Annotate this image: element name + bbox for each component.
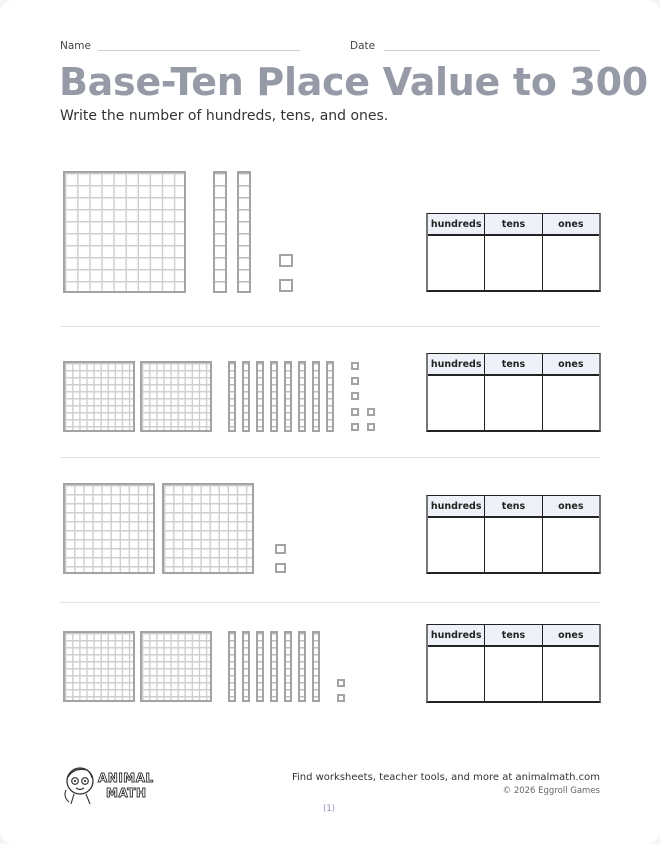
ten-rod — [256, 361, 264, 432]
name-field[interactable] — [98, 50, 300, 51]
answer-hundreds[interactable] — [428, 236, 485, 290]
hundred-flat — [140, 361, 212, 432]
header-hundreds: hundreds — [428, 625, 485, 645]
header-hundreds: hundreds — [428, 496, 485, 516]
divider — [60, 326, 600, 327]
answer-tens[interactable] — [485, 376, 542, 430]
footer-copyright: © 2026 Eggroll Games — [502, 786, 600, 796]
header-tens: tens — [485, 214, 542, 234]
instructions: Write the number of hundreds, tens, and ones. — [60, 108, 389, 124]
svg-text:MATH: MATH — [106, 786, 147, 800]
answer-ones[interactable] — [543, 518, 599, 572]
one-cube — [275, 563, 286, 573]
one-cube — [351, 392, 359, 400]
one-cube — [279, 279, 293, 292]
header-hundreds: hundreds — [428, 354, 485, 374]
ten-rod — [270, 361, 278, 432]
place-value-table-1 — [426, 213, 601, 292]
ten-rod — [312, 631, 320, 702]
answer-ones[interactable] — [543, 236, 599, 290]
ten-rod — [284, 631, 292, 702]
animal-math-logo — [60, 762, 170, 807]
date-label: Date — [350, 40, 376, 52]
page-title: Base-Ten Place Value to 300 — [59, 60, 648, 104]
one-cube — [351, 408, 359, 416]
hundred-flat — [63, 631, 135, 702]
hundred-flat — [140, 631, 212, 702]
answer-hundreds[interactable] — [428, 376, 485, 430]
date-field[interactable] — [384, 50, 600, 51]
header-tens: tens — [485, 625, 542, 645]
ten-rod — [270, 631, 278, 702]
header-tens: tens — [485, 496, 542, 516]
ten-rod — [242, 631, 250, 702]
answer-hundreds[interactable] — [428, 647, 485, 701]
kid-mascot-icon — [60, 762, 170, 807]
hundred-flat — [63, 483, 155, 574]
answer-tens[interactable] — [485, 518, 542, 572]
header-ones: ones — [558, 359, 584, 370]
one-cube — [367, 408, 375, 416]
place-value-table-2 — [426, 353, 601, 432]
header-hundreds: hundreds — [428, 214, 485, 234]
divider — [60, 457, 600, 458]
place-value-table-4 — [426, 624, 601, 703]
page-number: (1) — [323, 804, 336, 814]
ten-rod — [298, 631, 306, 702]
answer-tens[interactable] — [485, 647, 542, 701]
header-ones: ones — [558, 219, 584, 230]
ten-rod — [284, 361, 292, 432]
ten-rod — [256, 631, 264, 702]
divider — [60, 602, 600, 603]
hundred-flat — [162, 483, 254, 574]
one-cube — [279, 254, 293, 267]
one-cube — [337, 694, 345, 702]
header-tens: tens — [485, 354, 542, 374]
ten-rod — [298, 361, 306, 432]
hundred-flat — [63, 361, 135, 432]
ten-rod — [228, 361, 236, 432]
one-cube — [351, 423, 359, 431]
one-cube — [275, 544, 286, 554]
answer-ones[interactable] — [543, 647, 599, 701]
hundred-flat — [63, 171, 186, 293]
header-ones: ones — [558, 630, 584, 641]
one-cube — [337, 679, 345, 687]
ten-rod — [228, 631, 236, 702]
ten-rod — [237, 171, 251, 293]
ten-rod — [326, 361, 334, 432]
name-label: Name — [60, 40, 91, 52]
place-value-table-3 — [426, 495, 601, 574]
answer-hundreds[interactable] — [428, 518, 485, 572]
answer-ones[interactable] — [543, 376, 599, 430]
ten-rod — [312, 361, 320, 432]
ten-rod — [242, 361, 250, 432]
ten-rod — [213, 171, 227, 293]
footer-tagline: Find worksheets, teacher tools, and more at animalmath.com — [291, 772, 600, 783]
one-cube — [351, 377, 359, 385]
one-cube — [367, 423, 375, 431]
header-ones: ones — [558, 501, 584, 512]
one-cube — [351, 362, 359, 370]
answer-tens[interactable] — [485, 236, 542, 290]
svg-text:ANIMAL: ANIMAL — [98, 771, 154, 785]
